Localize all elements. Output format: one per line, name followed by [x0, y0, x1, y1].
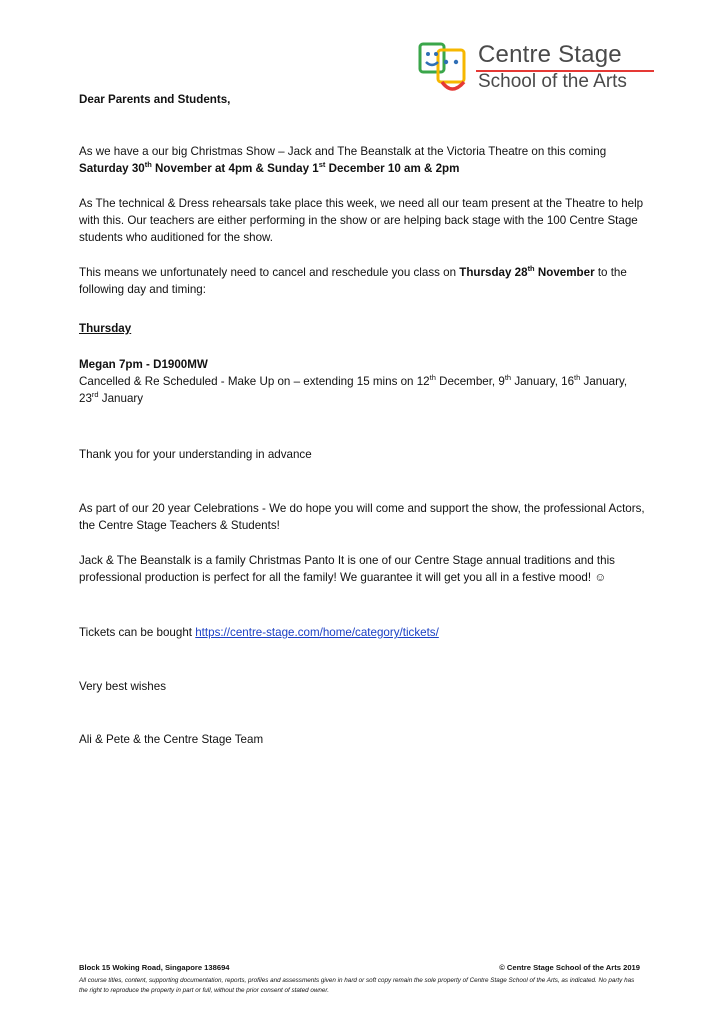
logo-tagline: School of the Arts	[478, 71, 627, 92]
signature-line: Ali & Pete & the Centre Stage Team	[79, 733, 264, 746]
cancel-date-sup: th	[527, 264, 535, 274]
makeup-c-sup: th	[574, 373, 581, 383]
cancel-date	[459, 266, 594, 279]
intro-text: As we have a our big Christmas Show – Jack and The Beanstalk at the Victoria Theatre on this coming	[79, 145, 607, 158]
tickets-line	[79, 624, 649, 641]
makeup-c: January, 16	[511, 375, 575, 388]
makeup-b-sup: th	[504, 373, 512, 383]
footer-address: Block 15 Woking Road, Singapore 138694	[79, 963, 230, 972]
salutation: Dear Parents and Students,	[79, 93, 231, 106]
makeup-e: January	[98, 392, 144, 405]
day-heading: Thursday	[79, 322, 132, 335]
footer-disclaimer: All course titles, content, supporting documentation, reports, profiles and assessments given in hard or soft copy remain the sole property of Centre Stage School of the Arts, as indicated. No party has the right to reproduce the property in part or full, without the prior consent of stated owner.	[79, 977, 635, 994]
date-sun-rest: December 10 am & 2pm	[325, 162, 460, 175]
makeup-d: January, 23	[79, 375, 628, 405]
cancel-tail: to the following day and timing:	[79, 266, 627, 296]
date-sat: Saturday 30	[79, 162, 145, 175]
closing-line: Very best wishes	[79, 680, 166, 693]
makeup-b: December, 9	[435, 375, 505, 388]
tickets-link[interactable]: https://centre-stage.com/home/category/tickets/	[195, 626, 439, 639]
cancel-text: This means we unfortunately need to cancel and reschedule you class on	[79, 266, 460, 279]
logo-name: Centre Stage	[478, 41, 622, 68]
date-sat-rest: November at 4pm & Sunday 1	[151, 162, 319, 175]
makeup-a: Cancelled & Re Scheduled - Make Up on – extending 15 mins on 12	[79, 375, 430, 388]
cancel-date-main: Thursday 28	[459, 266, 528, 279]
tickets-text: Tickets can be bought	[79, 626, 196, 639]
cancel-date-rest: November	[537, 266, 595, 279]
class-line: Megan 7pm - D1900MW	[79, 358, 208, 371]
intro-paragraph	[79, 143, 649, 177]
makeup-a-sup: th	[429, 373, 436, 383]
show-dates	[79, 162, 459, 175]
celebration-paragraph: As part of our 20 year Celebrations - We do hope you will come and support the show, the professional Actors, the Centre Stage Teachers & Students!	[79, 502, 645, 532]
cancel-paragraph	[79, 264, 649, 298]
thanks-line: Thank you for your understanding in advance	[79, 448, 312, 461]
makeup-d-sup: rd	[91, 390, 99, 400]
date-sun-sup: st	[318, 160, 326, 170]
date-sat-sup: th	[144, 160, 152, 170]
footer-copyright: © Centre Stage School of the Arts 2019	[499, 963, 640, 972]
rehearsal-paragraph: As The technical & Dress rehearsals take place this week, we need all our team present at the Theatre to help with this. Our teachers are either performing in the show or are helping back stage with the 100 Centre Stage students who auditioned for the show.	[79, 197, 644, 244]
panto-paragraph: Jack & The Beanstalk is a family Christmas Panto It is one of our Centre Stage annual traditions and this professional production is perfect for all the family! We guarantee it will get you all in a festive mood! ☺	[79, 554, 615, 584]
makeup-line	[79, 373, 649, 407]
